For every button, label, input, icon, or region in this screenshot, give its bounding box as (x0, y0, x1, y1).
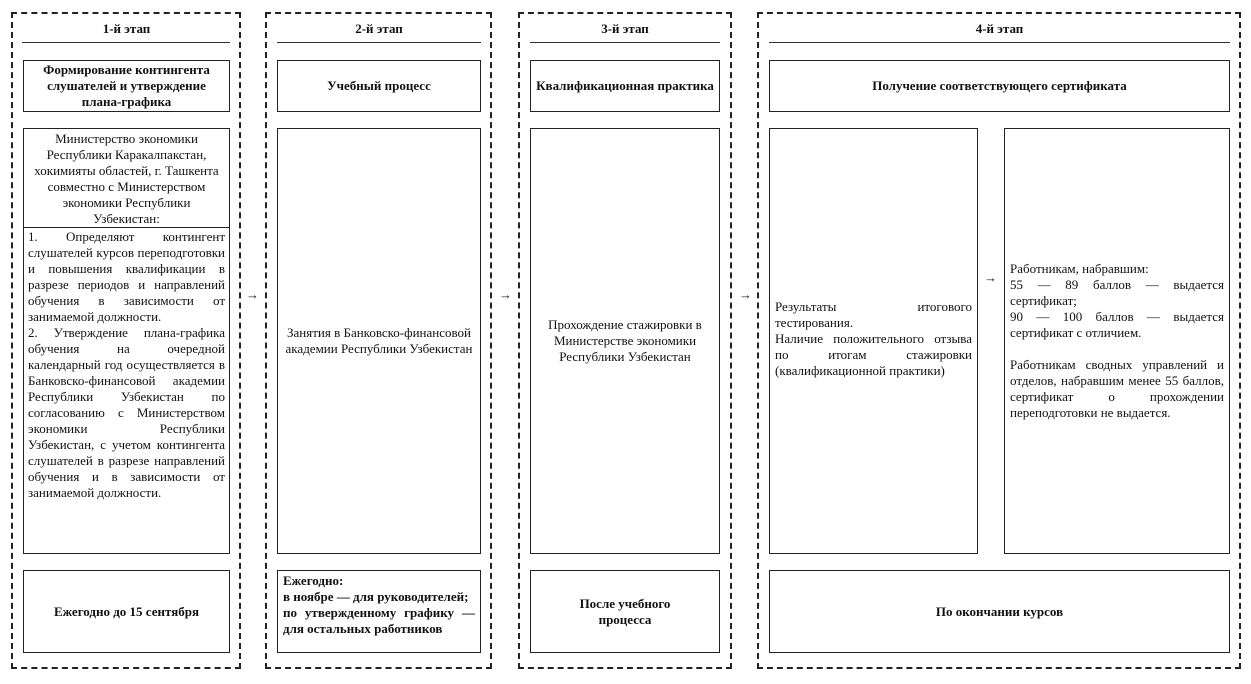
timing-line: в ноябре — для руководителей; (283, 589, 469, 604)
stage-1-step-2: 2. Утверждение плана-графика обучения на очередной календарный год осуществляется в Банковско-финансовой академии Республики Узбекистан по согласованию с Министерством экономики Республики Узбекистан, с учетом контингента слушателей в разрезе направлений обучения и в зависимости от занимаемой должности. (28, 325, 225, 500)
stage-1-title: Формирование контингента слушателей и утверждение плана-графика (23, 60, 230, 112)
timing-line: по утвержденному графику — для остальных работников (283, 605, 475, 636)
stage-2-main: Занятия в Банковско-финансовой академии Республики Узбекистан (277, 128, 481, 554)
criteria-2: Наличие положительного отзыва по итогам стажировки (квалификационной практики) (775, 331, 972, 378)
stage-2-timing (277, 570, 481, 653)
stage-4-main-right (1004, 128, 1230, 554)
stage-1-main-top: Министерство экономики Республики Каракалпакстан, хокимияты областей, г. Ташкента совместно с Министерством экономики Республики Узбекистан: (23, 128, 230, 228)
stage-2-title: Учебный процесс (277, 60, 481, 112)
criteria-1: Результаты итогового тестирования. (775, 299, 972, 330)
stage-1-step-1: 1. Определяют контингент слушателей курсов переподготовки и повышения квалификации в разрезе периодов и направлений обучения в зависимости от занимаемой должности. (28, 229, 225, 324)
divider (530, 42, 720, 43)
cert-rule-3: 90 — 100 баллов — выдается сертификат с отличием. (1010, 309, 1224, 340)
stage-4-main-left (769, 128, 978, 554)
stage-3-timing: После учебного процесса (530, 570, 720, 653)
stage-2-label: 2-й этап (355, 21, 403, 36)
stage-4-timing: По окончании курсов (769, 570, 1230, 653)
arrow-right-icon: → (499, 287, 512, 302)
stage-3-label: 3-й этап (601, 21, 649, 36)
stage-3-main: Прохождение стажировки в Министерстве экономики Республики Узбекистан (530, 128, 720, 554)
stage-1-main-bottom (23, 227, 230, 554)
stage-1-timing: Ежегодно до 15 сентября (23, 570, 230, 653)
stage-1-label: 1-й этап (102, 21, 151, 36)
cert-rule-2: 55 — 89 баллов — выдается сертификат; (1010, 277, 1224, 308)
stage-3-title: Квалификационная практика (530, 60, 720, 112)
divider (22, 42, 230, 43)
arrow-right-icon: → (246, 287, 259, 302)
cert-rule-4: Работникам сводных управлений и отделов, набравшим менее 55 баллов, сертификат о прохождении переподготовки не выдается. (1010, 357, 1224, 420)
arrow-right-icon: → (739, 287, 752, 302)
stage-4-label: 4-й этап (975, 21, 1024, 36)
divider (277, 42, 481, 43)
stage-4-title: Получение соответствующего сертификата (769, 60, 1230, 112)
cert-rule-1: Работникам, набравшим: (1010, 261, 1149, 276)
arrow-right-icon: → (984, 270, 997, 285)
divider (769, 42, 1230, 43)
timing-line: Ежегодно: (283, 573, 344, 588)
